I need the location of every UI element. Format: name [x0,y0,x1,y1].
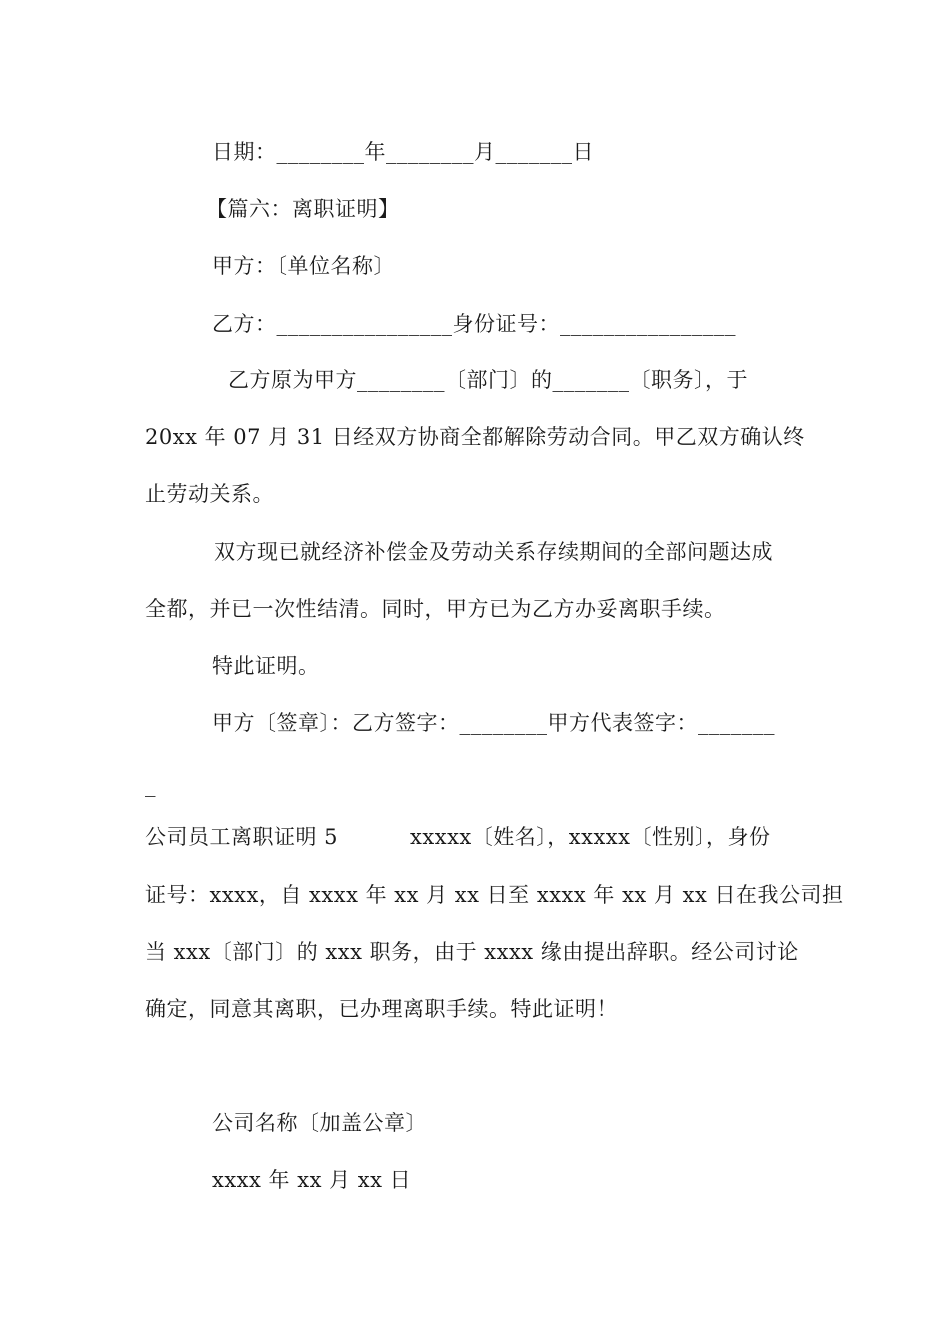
signature-line: 甲方〔签章〕：乙方签字：________甲方代表签字：_______ [212,711,775,735]
resignation-body-line-1: xxxxx〔姓名〕，xxxxx〔性别〕，身份 [410,825,771,849]
closing-date-line: xxxx 年 xx 月 xx 日 [212,1168,412,1192]
section-title: 【篇六：离职证明】 [206,197,400,221]
body-paragraph-2-line-2: 全都，并已一次性结清。同时，甲方已为乙方办妥离职手续。 [145,597,726,621]
body-paragraph-1-line-3: 止劳动关系。 [145,482,274,506]
body-paragraph-2-line-1: 双方现已就经济补偿金及劳动关系存续期间的全部问题达成 [214,540,773,564]
resignation-body-line-2: 证号：xxxx，自 xxxx 年 xx 月 xx 日至 xxxx 年 xx 月 xx 日在我公司担 [145,883,844,907]
resignation-heading-line [145,822,770,852]
date-line: 日期：________年________月_______日 [212,140,594,164]
body-paragraph-1-line-2: 20xx 年 07 月 31 日经双方协商全都解除劳动合同。甲乙双方确认终 [145,425,805,449]
party-b-line: 乙方：________________身份证号：________________ [212,312,736,336]
certification-line: 特此证明。 [212,654,320,678]
body-paragraph-1-line-1: 乙方原为甲方________〔部门〕的_______〔职务〕，于 [228,368,748,392]
resignation-body-line-4: 确定，同意其离职，已办理离职手续。特此证明！ [145,997,618,1021]
signature-line-overflow: _ [145,773,156,797]
resignation-heading: 公司员工离职证明 5 [145,825,339,849]
party-a-line: 甲方：〔单位名称〕 [212,254,395,278]
resignation-body-line-3: 当 xxx〔部门〕的 xxx 职务，由于 xxxx 缘由提出辞职。经公司讨论 [145,940,799,964]
company-seal-line: 公司名称〔加盖公章〕 [212,1111,427,1135]
